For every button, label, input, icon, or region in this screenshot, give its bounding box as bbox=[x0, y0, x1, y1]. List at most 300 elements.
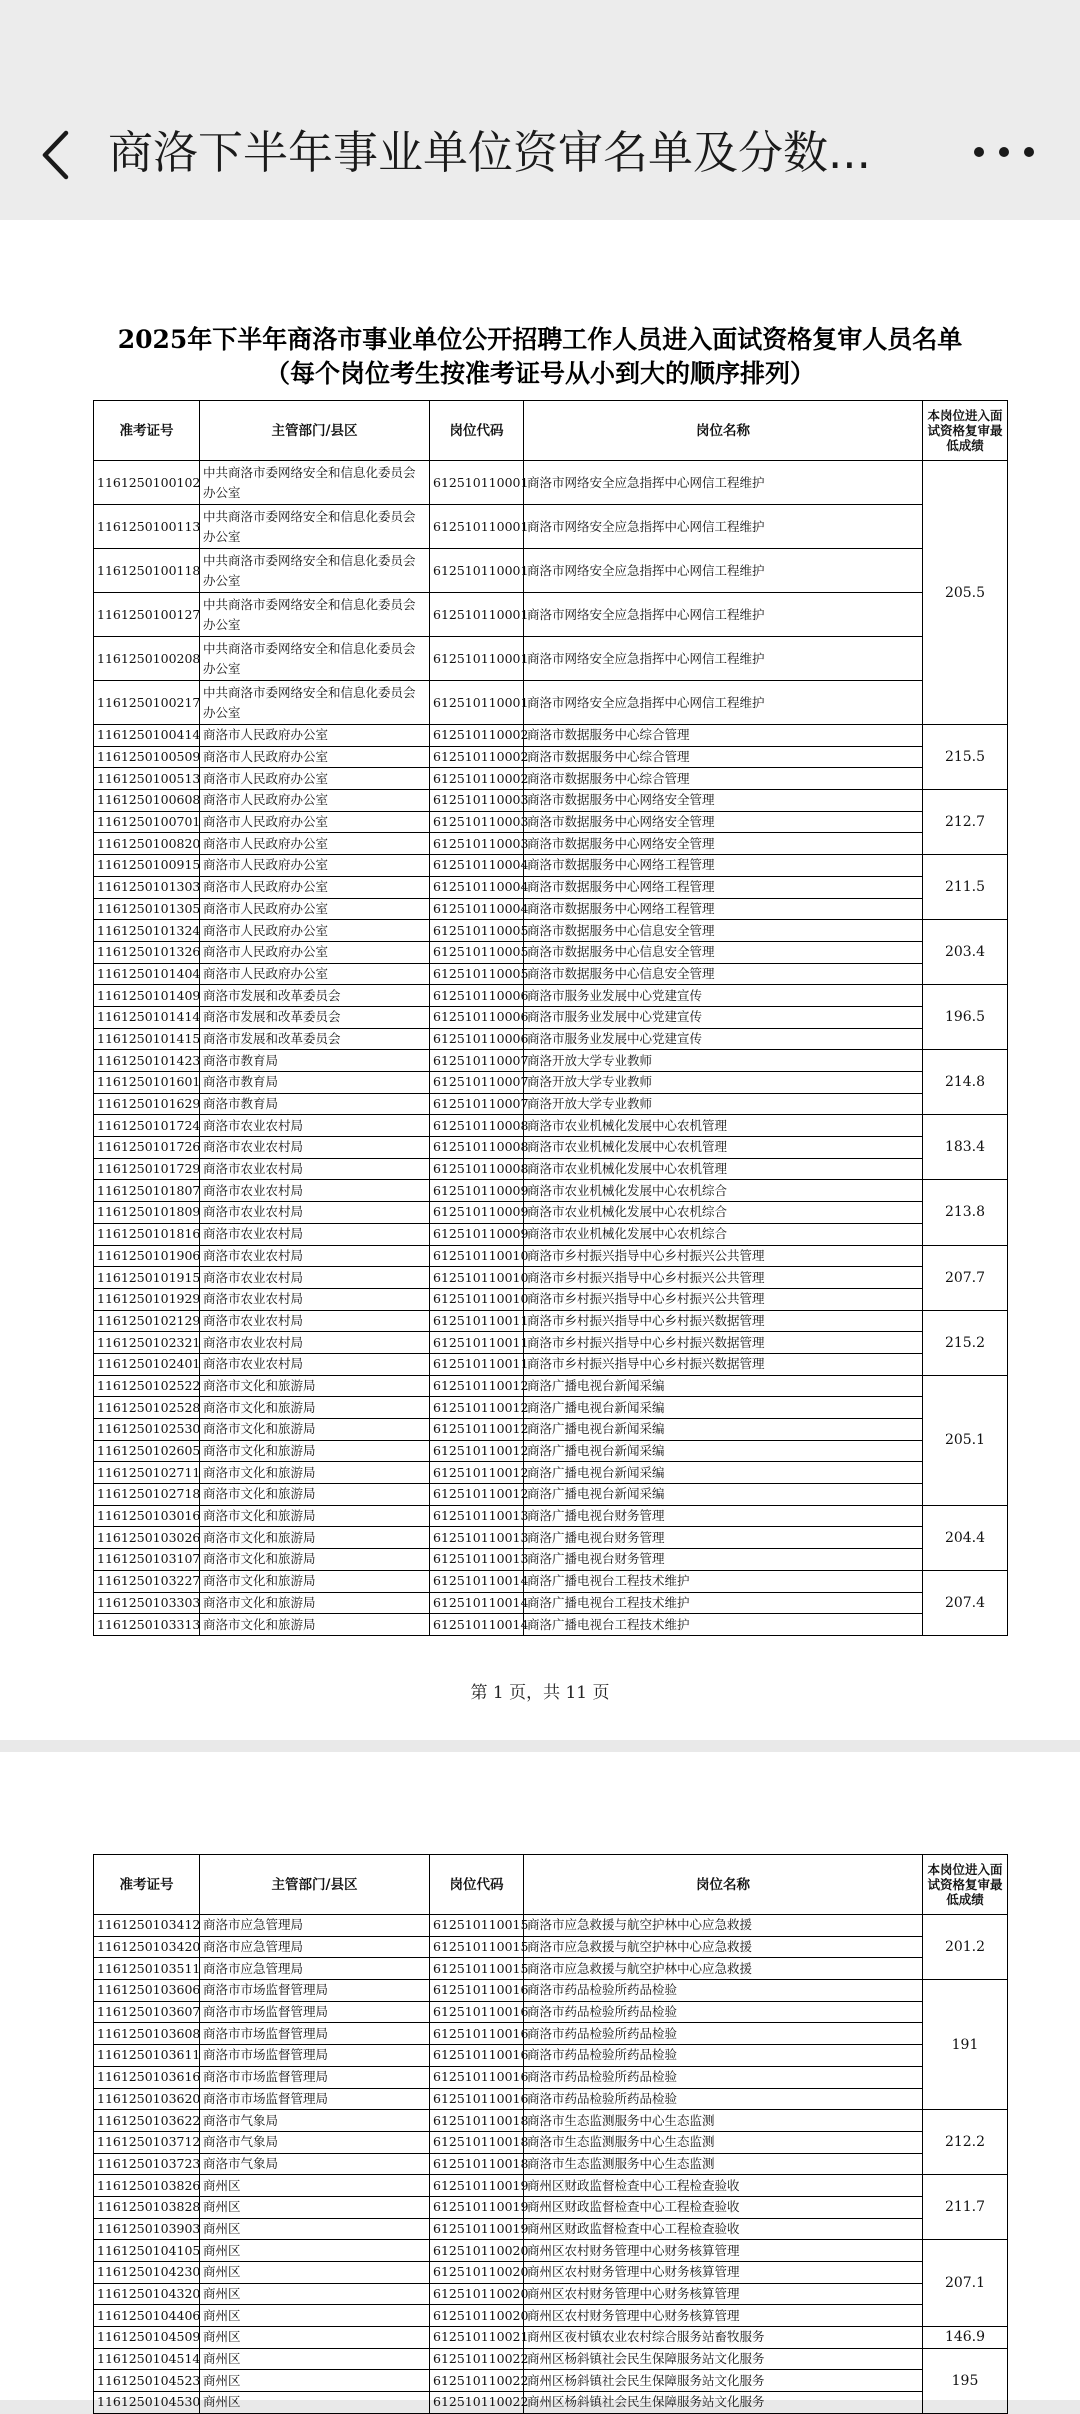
header-min-score: 本岗位进入面试资格复审最低成绩 bbox=[923, 401, 1008, 461]
position-code: 612510110016 bbox=[430, 2045, 524, 2067]
header-department: 主管部门/县区 bbox=[200, 1855, 430, 1915]
table-header bbox=[94, 401, 1008, 461]
position-code: 612510110003 bbox=[430, 790, 524, 812]
ticket-number: 1161250102522 bbox=[94, 1375, 200, 1397]
department: 商洛市农业农村局 bbox=[200, 1288, 430, 1310]
ticket-number: 1161250100513 bbox=[94, 768, 200, 790]
department: 商洛市农业农村局 bbox=[200, 1115, 430, 1137]
table-row bbox=[94, 2001, 1008, 2023]
position-code: 612510110013 bbox=[430, 1505, 524, 1527]
header-row bbox=[94, 401, 1008, 461]
position-name: 商洛市网络安全应急指挥中心网信工程维护 bbox=[524, 681, 923, 725]
department: 中共商洛市委网络安全和信息化委员会办公室 bbox=[200, 461, 430, 505]
position-code: 612510110020 bbox=[430, 2262, 524, 2284]
position-name: 商洛市生态监测服务中心生态监测 bbox=[524, 2131, 923, 2153]
position-name: 商州区农村财务管理中心财务核算管理 bbox=[524, 2262, 923, 2284]
position-code: 612510110016 bbox=[430, 1980, 524, 2002]
ticket-number: 1161250100820 bbox=[94, 833, 200, 855]
table-row bbox=[94, 941, 1008, 963]
table-row bbox=[94, 1115, 1008, 1137]
position-code: 612510110018 bbox=[430, 2131, 524, 2153]
min-score: 212.2 bbox=[923, 2110, 1008, 2175]
department: 商洛市人民政府办公室 bbox=[200, 920, 430, 942]
department: 商洛市文化和旅游局 bbox=[200, 1397, 430, 1419]
table-row bbox=[94, 790, 1008, 812]
min-score: 211.7 bbox=[923, 2175, 1008, 2240]
ticket-number: 1161250102129 bbox=[94, 1310, 200, 1332]
position-name: 商洛广播电视台工程技术维护 bbox=[524, 1570, 923, 1592]
position-name: 商洛市服务业发展中心党建宣传 bbox=[524, 1028, 923, 1050]
table-row bbox=[94, 1484, 1008, 1506]
page-footer: 第 1 页，共 11 页 bbox=[470, 1683, 610, 1703]
position-name: 商洛市数据服务中心信息安全管理 bbox=[524, 920, 923, 942]
position-code: 612510110021 bbox=[430, 2327, 524, 2349]
department: 商洛市市场监督管理局 bbox=[200, 2023, 430, 2045]
min-score: 213.8 bbox=[923, 1180, 1008, 1245]
department: 商洛市气象局 bbox=[200, 2110, 430, 2132]
ticket-number: 1161250103903 bbox=[94, 2218, 200, 2240]
ticket-number: 1161250101423 bbox=[94, 1050, 200, 1072]
position-name: 商洛市数据服务中心综合管理 bbox=[524, 746, 923, 768]
position-name: 商洛市服务业发展中心党建宣传 bbox=[524, 985, 923, 1007]
position-code: 612510110009 bbox=[430, 1223, 524, 1245]
ticket-number: 1161250103828 bbox=[94, 2196, 200, 2218]
candidate-table bbox=[93, 400, 1008, 1636]
table-row bbox=[94, 1958, 1008, 1980]
table-row bbox=[94, 963, 1008, 985]
department: 商洛市农业农村局 bbox=[200, 1267, 430, 1289]
position-code: 612510110002 bbox=[430, 768, 524, 790]
header-position-name: 岗位名称 bbox=[524, 1855, 923, 1915]
table-row bbox=[94, 1980, 1008, 2002]
position-code: 612510110014 bbox=[430, 1570, 524, 1592]
position-name: 商洛市药品检验所药品检验 bbox=[524, 2001, 923, 2023]
position-name: 商洛广播电视台工程技术维护 bbox=[524, 1614, 923, 1636]
ticket-number: 1161250100118 bbox=[94, 549, 200, 593]
position-name: 商洛市乡村振兴指导中心乡村振兴公共管理 bbox=[524, 1267, 923, 1289]
position-code: 612510110015 bbox=[430, 1936, 524, 1958]
position-name: 商洛市网络安全应急指挥中心网信工程维护 bbox=[524, 637, 923, 681]
department: 商洛市发展和改革委员会 bbox=[200, 1006, 430, 1028]
department: 商洛市人民政府办公室 bbox=[200, 876, 430, 898]
ticket-number: 1161250101601 bbox=[94, 1072, 200, 1094]
ticket-number: 1161250100701 bbox=[94, 811, 200, 833]
position-code: 612510110001 bbox=[430, 549, 524, 593]
department: 商洛市农业农村局 bbox=[200, 1332, 430, 1354]
position-code: 612510110006 bbox=[430, 985, 524, 1007]
position-code: 612510110012 bbox=[430, 1375, 524, 1397]
position-name: 商洛市乡村振兴指导中心乡村振兴数据管理 bbox=[524, 1310, 923, 1332]
department: 商洛市应急管理局 bbox=[200, 1936, 430, 1958]
position-name: 商洛市农业机械化发展中心农机管理 bbox=[524, 1137, 923, 1159]
department: 商洛市教育局 bbox=[200, 1093, 430, 1115]
min-score: 212.7 bbox=[923, 790, 1008, 855]
position-name: 商洛市乡村振兴指导中心乡村振兴数据管理 bbox=[524, 1353, 923, 1375]
min-score: 196.5 bbox=[923, 985, 1008, 1050]
header-min-score: 本岗位进入面试资格复审最低成绩 bbox=[923, 1855, 1008, 1915]
position-code: 612510110006 bbox=[430, 1006, 524, 1028]
table-row bbox=[94, 1332, 1008, 1354]
ticket-number: 1161250100509 bbox=[94, 746, 200, 768]
table-row bbox=[94, 461, 1008, 505]
position-code: 612510110022 bbox=[430, 2348, 524, 2370]
department: 商洛市教育局 bbox=[200, 1050, 430, 1072]
ticket-number: 1161250103611 bbox=[94, 2045, 200, 2067]
position-name: 商洛市数据服务中心网络安全管理 bbox=[524, 833, 923, 855]
min-score: 205.1 bbox=[923, 1375, 1008, 1505]
ticket-number: 1161250103511 bbox=[94, 1958, 200, 1980]
position-code: 612510110012 bbox=[430, 1419, 524, 1441]
position-code: 612510110016 bbox=[430, 2001, 524, 2023]
department: 商州区 bbox=[200, 2370, 430, 2392]
table-row bbox=[94, 1462, 1008, 1484]
department: 商洛市文化和旅游局 bbox=[200, 1505, 430, 1527]
department: 商洛市市场监督管理局 bbox=[200, 2066, 430, 2088]
position-code: 612510110020 bbox=[430, 2305, 524, 2327]
position-code: 612510110010 bbox=[430, 1288, 524, 1310]
table-row bbox=[94, 833, 1008, 855]
position-name: 商洛市农业机械化发展中心农机综合 bbox=[524, 1223, 923, 1245]
table-row bbox=[94, 2066, 1008, 2088]
ticket-number: 1161250103616 bbox=[94, 2066, 200, 2088]
table-header bbox=[94, 1855, 1008, 1915]
ticket-number: 1161250104105 bbox=[94, 2240, 200, 2262]
position-code: 612510110013 bbox=[430, 1549, 524, 1571]
position-name: 商洛市数据服务中心网络工程管理 bbox=[524, 855, 923, 877]
more-dot-icon bbox=[999, 147, 1009, 157]
department: 商州区 bbox=[200, 2305, 430, 2327]
table-row bbox=[94, 1267, 1008, 1289]
position-name: 商洛市药品检验所药品检验 bbox=[524, 2066, 923, 2088]
position-name: 商州区财政监督检查中心工程检查验收 bbox=[524, 2196, 923, 2218]
position-code: 612510110005 bbox=[430, 941, 524, 963]
table-row bbox=[94, 2110, 1008, 2132]
table-row bbox=[94, 1375, 1008, 1397]
ticket-number: 1161250101929 bbox=[94, 1288, 200, 1310]
position-name: 商洛开放大学专业教师 bbox=[524, 1093, 923, 1115]
ticket-number: 1161250102711 bbox=[94, 1462, 200, 1484]
department: 商洛市市场监督管理局 bbox=[200, 2088, 430, 2110]
ticket-number: 1161250103313 bbox=[94, 1614, 200, 1636]
table-row bbox=[94, 2348, 1008, 2370]
ticket-number: 1161250104320 bbox=[94, 2283, 200, 2305]
ticket-number: 1161250104530 bbox=[94, 2392, 200, 2414]
position-name: 商州区杨斜镇社会民生保障服务站文化服务 bbox=[524, 2348, 923, 2370]
table-row bbox=[94, 855, 1008, 877]
table-row bbox=[94, 1093, 1008, 1115]
department: 商洛市文化和旅游局 bbox=[200, 1549, 430, 1571]
department: 商洛市文化和旅游局 bbox=[200, 1570, 430, 1592]
position-code: 612510110004 bbox=[430, 855, 524, 877]
ticket-number: 1161250103412 bbox=[94, 1915, 200, 1937]
position-name: 商洛市应急救援与航空护林中心应急救援 bbox=[524, 1958, 923, 1980]
min-score: 183.4 bbox=[923, 1115, 1008, 1180]
table-row bbox=[94, 920, 1008, 942]
department: 商州区 bbox=[200, 2218, 430, 2240]
ticket-number: 1161250101729 bbox=[94, 1158, 200, 1180]
position-name: 商洛开放大学专业教师 bbox=[524, 1072, 923, 1094]
ticket-number: 1161250103420 bbox=[94, 1936, 200, 1958]
department: 商洛市应急管理局 bbox=[200, 1915, 430, 1937]
table-row bbox=[94, 2175, 1008, 2197]
table-row bbox=[94, 1028, 1008, 1050]
position-name: 商洛广播电视台新闻采编 bbox=[524, 1397, 923, 1419]
ticket-number: 1161250101415 bbox=[94, 1028, 200, 1050]
department: 商洛市人民政府办公室 bbox=[200, 855, 430, 877]
department: 商洛市人民政府办公室 bbox=[200, 941, 430, 963]
position-name: 商州区夜村镇农业农村综合服务站畜牧服务 bbox=[524, 2327, 923, 2349]
table-row bbox=[94, 681, 1008, 725]
position-name: 商洛市药品检验所药品检验 bbox=[524, 2088, 923, 2110]
position-name: 商洛市数据服务中心网络安全管理 bbox=[524, 811, 923, 833]
position-name: 商洛市数据服务中心综合管理 bbox=[524, 768, 923, 790]
table-row bbox=[94, 811, 1008, 833]
table-row bbox=[94, 1288, 1008, 1310]
table-row bbox=[94, 1419, 1008, 1441]
ticket-number: 1161250101724 bbox=[94, 1115, 200, 1137]
table-row bbox=[94, 876, 1008, 898]
department: 商洛市发展和改革委员会 bbox=[200, 1028, 430, 1050]
department: 商洛市人民政府办公室 bbox=[200, 811, 430, 833]
ticket-number: 1161250103107 bbox=[94, 1549, 200, 1571]
position-name: 商洛广播电视台新闻采编 bbox=[524, 1462, 923, 1484]
position-name: 商洛广播电视台财务管理 bbox=[524, 1527, 923, 1549]
document-title: 2025年下半年商洛市事业单位公开招聘工作人员进入面试资格复审人员名单 bbox=[117, 325, 963, 354]
position-name: 商洛市乡村振兴指导中心乡村振兴公共管理 bbox=[524, 1288, 923, 1310]
position-code: 612510110015 bbox=[430, 1958, 524, 1980]
department: 商洛市文化和旅游局 bbox=[200, 1440, 430, 1462]
table-row bbox=[94, 593, 1008, 637]
table-row bbox=[94, 1549, 1008, 1571]
position-code: 612510110003 bbox=[430, 811, 524, 833]
position-code: 612510110011 bbox=[430, 1332, 524, 1354]
table-row bbox=[94, 2262, 1008, 2284]
position-code: 612510110007 bbox=[430, 1050, 524, 1072]
department: 商洛市人民政府办公室 bbox=[200, 768, 430, 790]
position-code: 612510110012 bbox=[430, 1397, 524, 1419]
department: 商洛市应急管理局 bbox=[200, 1958, 430, 1980]
department: 商州区 bbox=[200, 2348, 430, 2370]
ticket-number: 1161250100217 bbox=[94, 681, 200, 725]
ticket-number: 1161250100113 bbox=[94, 505, 200, 549]
table-row bbox=[94, 1050, 1008, 1072]
position-name: 商洛市药品检验所药品检验 bbox=[524, 2045, 923, 2067]
ticket-number: 1161250102528 bbox=[94, 1397, 200, 1419]
position-code: 612510110010 bbox=[430, 1245, 524, 1267]
ticket-number: 1161250104523 bbox=[94, 2370, 200, 2392]
min-score: 207.7 bbox=[923, 1245, 1008, 1310]
position-code: 612510110016 bbox=[430, 2023, 524, 2045]
ticket-number: 1161250102605 bbox=[94, 1440, 200, 1462]
position-code: 612510110022 bbox=[430, 2370, 524, 2392]
position-code: 612510110010 bbox=[430, 1267, 524, 1289]
position-name: 商洛广播电视台工程技术维护 bbox=[524, 1592, 923, 1614]
table-row bbox=[94, 549, 1008, 593]
position-code: 612510110009 bbox=[430, 1180, 524, 1202]
position-code: 612510110015 bbox=[430, 1915, 524, 1937]
min-score: 201.2 bbox=[923, 1915, 1008, 1980]
ticket-number: 1161250100915 bbox=[94, 855, 200, 877]
position-name: 商洛市农业机械化发展中心农机管理 bbox=[524, 1115, 923, 1137]
position-code: 612510110004 bbox=[430, 876, 524, 898]
position-name: 商洛市网络安全应急指挥中心网信工程维护 bbox=[524, 505, 923, 549]
position-name: 商洛开放大学专业教师 bbox=[524, 1050, 923, 1072]
position-code: 612510110013 bbox=[430, 1527, 524, 1549]
position-name: 商洛市网络安全应急指挥中心网信工程维护 bbox=[524, 549, 923, 593]
ticket-number: 1161250101809 bbox=[94, 1202, 200, 1224]
position-code: 612510110012 bbox=[430, 1484, 524, 1506]
min-score: 207.1 bbox=[923, 2240, 1008, 2327]
department: 商州区 bbox=[200, 2175, 430, 2197]
ticket-number: 1161250100102 bbox=[94, 461, 200, 505]
min-score: 214.8 bbox=[923, 1050, 1008, 1115]
department: 商州区 bbox=[200, 2283, 430, 2305]
ticket-number: 1161250104406 bbox=[94, 2305, 200, 2327]
ticket-number: 1161250102530 bbox=[94, 1419, 200, 1441]
position-name: 商洛市数据服务中心综合管理 bbox=[524, 725, 923, 747]
table-row bbox=[94, 1072, 1008, 1094]
ticket-number: 1161250101807 bbox=[94, 1180, 200, 1202]
candidate-table bbox=[93, 1854, 1008, 2414]
department: 商洛市农业农村局 bbox=[200, 1223, 430, 1245]
position-name: 商洛市数据服务中心网络工程管理 bbox=[524, 898, 923, 920]
position-code: 612510110005 bbox=[430, 963, 524, 985]
position-code: 612510110005 bbox=[430, 920, 524, 942]
department: 商洛市农业农村局 bbox=[200, 1353, 430, 1375]
table-row bbox=[94, 1527, 1008, 1549]
position-code: 612510110008 bbox=[430, 1115, 524, 1137]
position-name: 商州区杨斜镇社会民生保障服务站文化服务 bbox=[524, 2392, 923, 2414]
position-name: 商州区财政监督检查中心工程检查验收 bbox=[524, 2218, 923, 2240]
position-code: 612510110019 bbox=[430, 2196, 524, 2218]
position-code: 612510110004 bbox=[430, 898, 524, 920]
ticket-number: 1161250103620 bbox=[94, 2088, 200, 2110]
position-name: 商洛市药品检验所药品检验 bbox=[524, 2023, 923, 2045]
more-options-button[interactable] bbox=[974, 132, 1034, 172]
document-subtitle: （每个岗位考生按准考证号从小到大的顺序排列） bbox=[264, 359, 815, 388]
ticket-number: 1161250101409 bbox=[94, 985, 200, 1007]
department: 商洛市农业农村局 bbox=[200, 1158, 430, 1180]
department: 商州区 bbox=[200, 2327, 430, 2349]
table-row bbox=[94, 1245, 1008, 1267]
table-row bbox=[94, 1915, 1008, 1937]
page-title: 商洛下半年事业单位资审名单及分数... bbox=[108, 126, 871, 179]
ticket-number: 1161250101326 bbox=[94, 941, 200, 963]
position-name: 商州区农村财务管理中心财务核算管理 bbox=[524, 2305, 923, 2327]
table-row bbox=[94, 746, 1008, 768]
table-row bbox=[94, 637, 1008, 681]
ticket-number: 1161250100127 bbox=[94, 593, 200, 637]
header-position-name: 岗位名称 bbox=[524, 401, 923, 461]
department: 中共商洛市委网络安全和信息化委员会办公室 bbox=[200, 681, 430, 725]
department: 商洛市文化和旅游局 bbox=[200, 1527, 430, 1549]
chevron-left-icon bbox=[40, 130, 70, 180]
min-score: 195 bbox=[923, 2348, 1008, 2413]
position-code: 612510110001 bbox=[430, 681, 524, 725]
department: 商州区 bbox=[200, 2262, 430, 2284]
position-code: 612510110018 bbox=[430, 2110, 524, 2132]
ticket-number: 1161250101324 bbox=[94, 920, 200, 942]
department: 商洛市气象局 bbox=[200, 2131, 430, 2153]
department: 中共商洛市委网络安全和信息化委员会办公室 bbox=[200, 593, 430, 637]
ticket-number: 1161250103723 bbox=[94, 2153, 200, 2175]
header-ticket-number: 准考证号 bbox=[94, 401, 200, 461]
position-name: 商洛市乡村振兴指导中心乡村振兴公共管理 bbox=[524, 1245, 923, 1267]
table-row bbox=[94, 2370, 1008, 2392]
position-name: 商州区杨斜镇社会民生保障服务站文化服务 bbox=[524, 2370, 923, 2392]
table-row bbox=[94, 1570, 1008, 1592]
position-code: 612510110014 bbox=[430, 1592, 524, 1614]
position-code: 612510110001 bbox=[430, 505, 524, 549]
department: 商洛市人民政府办公室 bbox=[200, 898, 430, 920]
position-name: 商洛市数据服务中心信息安全管理 bbox=[524, 963, 923, 985]
position-name: 商洛市乡村振兴指导中心乡村振兴数据管理 bbox=[524, 1332, 923, 1354]
ticket-number: 1161250101726 bbox=[94, 1137, 200, 1159]
position-name: 商洛市服务业发展中心党建宣传 bbox=[524, 1006, 923, 1028]
table-row bbox=[94, 2023, 1008, 2045]
table-row bbox=[94, 985, 1008, 1007]
ticket-number: 1161250101629 bbox=[94, 1093, 200, 1115]
table-row bbox=[94, 2392, 1008, 2414]
table-row bbox=[94, 2218, 1008, 2240]
table-row bbox=[94, 2131, 1008, 2153]
position-name: 商洛广播电视台新闻采编 bbox=[524, 1419, 923, 1441]
department: 商洛市市场监督管理局 bbox=[200, 2045, 430, 2067]
table-row bbox=[94, 1936, 1008, 1958]
ticket-number: 1161250103227 bbox=[94, 1570, 200, 1592]
ticket-number: 1161250103608 bbox=[94, 2023, 200, 2045]
position-name: 商洛市应急救援与航空护林中心应急救援 bbox=[524, 1936, 923, 1958]
department: 中共商洛市委网络安全和信息化委员会办公室 bbox=[200, 637, 430, 681]
table-row bbox=[94, 2305, 1008, 2327]
table-row bbox=[94, 2240, 1008, 2262]
table-body bbox=[94, 461, 1008, 1636]
position-name: 商州区农村财务管理中心财务核算管理 bbox=[524, 2240, 923, 2262]
position-name: 商洛市数据服务中心信息安全管理 bbox=[524, 941, 923, 963]
min-score: 204.4 bbox=[923, 1505, 1008, 1570]
position-code: 612510110020 bbox=[430, 2283, 524, 2305]
department: 商洛市气象局 bbox=[200, 2153, 430, 2175]
back-button[interactable] bbox=[30, 120, 80, 190]
position-name: 商洛广播电视台财务管理 bbox=[524, 1505, 923, 1527]
department: 商州区 bbox=[200, 2392, 430, 2414]
min-score: 215.2 bbox=[923, 1310, 1008, 1375]
ticket-number: 1161250103826 bbox=[94, 2175, 200, 2197]
department: 商洛市人民政府办公室 bbox=[200, 833, 430, 855]
position-code: 612510110003 bbox=[430, 833, 524, 855]
department: 中共商洛市委网络安全和信息化委员会办公室 bbox=[200, 549, 430, 593]
department: 商洛市文化和旅游局 bbox=[200, 1462, 430, 1484]
ticket-number: 1161250103607 bbox=[94, 2001, 200, 2023]
position-code: 612510110016 bbox=[430, 2066, 524, 2088]
top-nav-bar bbox=[0, 0, 1080, 220]
header-position-code: 岗位代码 bbox=[430, 401, 524, 461]
table-row bbox=[94, 1006, 1008, 1028]
table-row bbox=[94, 898, 1008, 920]
department: 商洛市人民政府办公室 bbox=[200, 746, 430, 768]
table-row bbox=[94, 1158, 1008, 1180]
table-row bbox=[94, 1310, 1008, 1332]
table-row bbox=[94, 1440, 1008, 1462]
department: 中共商洛市委网络安全和信息化委员会办公室 bbox=[200, 505, 430, 549]
position-code: 612510110011 bbox=[430, 1310, 524, 1332]
position-name: 商洛市生态监测服务中心生态监测 bbox=[524, 2110, 923, 2132]
ticket-number: 1161250104509 bbox=[94, 2327, 200, 2349]
ticket-number: 1161250101404 bbox=[94, 963, 200, 985]
min-score: 215.5 bbox=[923, 725, 1008, 790]
department: 商洛市发展和改革委员会 bbox=[200, 985, 430, 1007]
header-ticket-number: 准考证号 bbox=[94, 1855, 200, 1915]
